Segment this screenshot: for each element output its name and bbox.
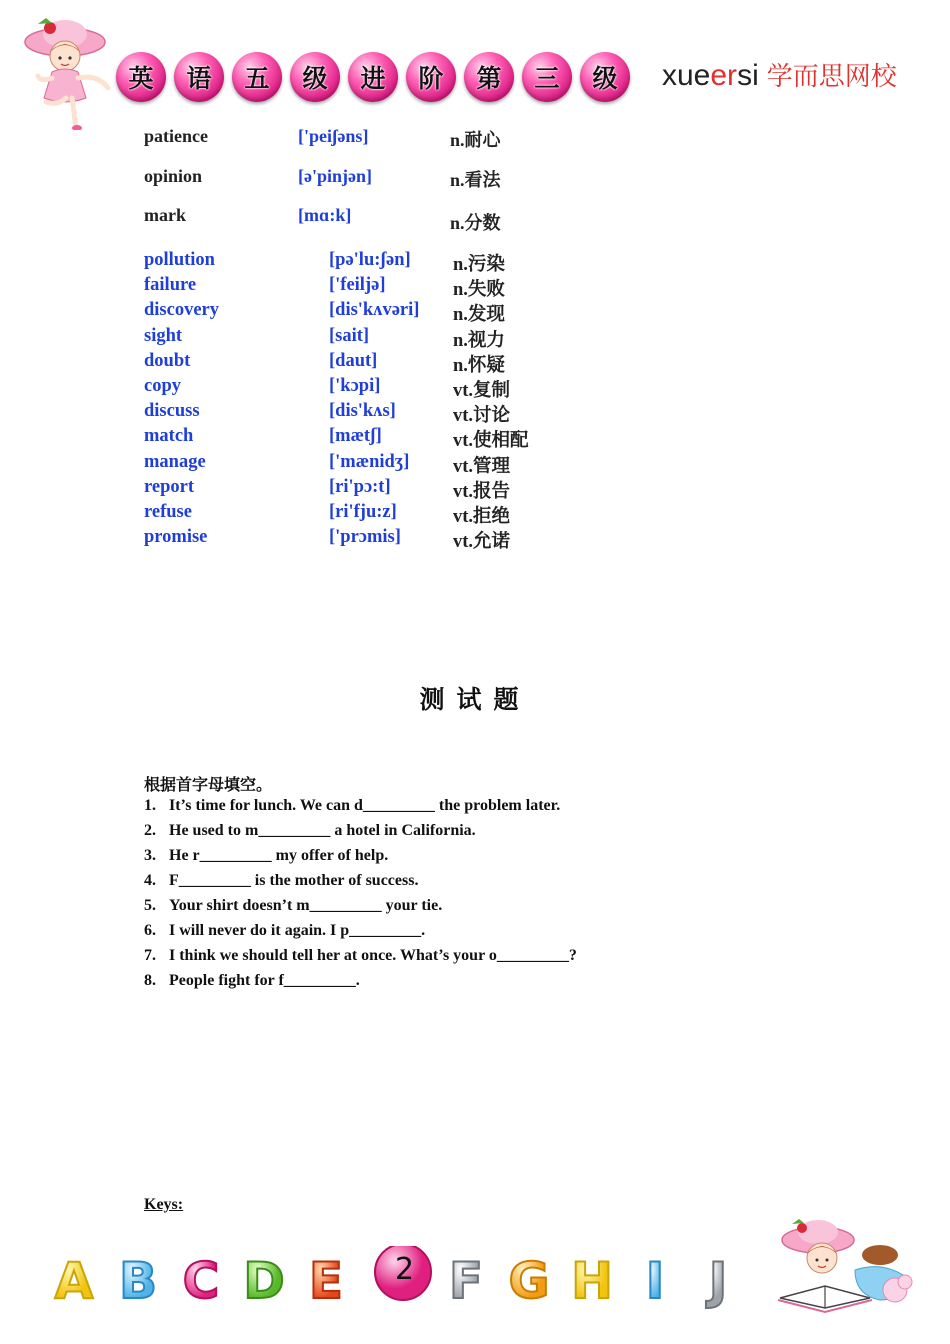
- footer-letter: C: [182, 1252, 220, 1310]
- question-item: [144, 847, 577, 872]
- title-char-bubble: 级: [290, 52, 340, 102]
- footer-letter: F: [448, 1252, 484, 1310]
- title-char-bubble: 三: [522, 52, 572, 102]
- instruction-text: 根据首字母填空。: [144, 777, 273, 794]
- vocab-word: opinion: [144, 166, 203, 186]
- reading-girl-illustration: [770, 1210, 920, 1320]
- vocab-word: failure: [144, 275, 197, 296]
- question-item: [144, 797, 577, 822]
- vocab-meaning: vt.报告: [453, 481, 511, 502]
- vocab-list-item: [144, 502, 844, 527]
- vocab-meaning: vt.使相配: [453, 431, 529, 452]
- vocab-phonetic: ['peiʃəns]: [298, 126, 369, 146]
- vocab-list-item: [144, 326, 844, 351]
- brand-text-mid: er: [710, 59, 738, 92]
- question-number: 1.: [144, 797, 156, 814]
- question-number: 6.: [144, 922, 156, 939]
- vocab-phonetic: [ə'pinjən]: [298, 166, 372, 186]
- vocab-phonetic: [ri'pɔ:t]: [329, 476, 391, 497]
- footer-letter: H: [571, 1252, 613, 1310]
- vocab-meaning: vt.复制: [453, 380, 511, 401]
- brand-text-cn: 学而思网校: [766, 61, 897, 91]
- vocab-list-item: [144, 275, 844, 300]
- title-char-bubble: 第: [464, 52, 514, 102]
- footer-letter: A: [54, 1252, 94, 1310]
- vocab-word: pollution: [144, 250, 215, 270]
- title-char-bubble: 五: [232, 52, 282, 102]
- vocab-phonetic: [pə'lu:ʃən]: [329, 250, 411, 270]
- question-item: [144, 922, 577, 947]
- brand-logo: [662, 56, 897, 93]
- vocab-meaning: n.污染: [453, 255, 505, 275]
- vocab-meaning: n.失败: [453, 280, 505, 301]
- vocab-word: patience: [144, 126, 208, 146]
- footer-letter: B: [118, 1252, 158, 1310]
- vocab-word: discuss: [144, 401, 200, 422]
- vocab-meaning: vt.拒绝: [453, 506, 511, 527]
- question-text: He r_________ my offer of help.: [169, 847, 389, 864]
- vocab-meaning: vt.管理: [453, 456, 511, 477]
- question-text: Your shirt doesn’t m_________ your tie.: [169, 897, 443, 914]
- vocab-row: [144, 126, 844, 156]
- vocab-list-item: [144, 477, 844, 502]
- vocab-phonetic: [mætʃ]: [329, 426, 382, 447]
- vocab-word: mark: [144, 205, 186, 225]
- vocab-list-item: [144, 351, 844, 376]
- vocab-word: sight: [144, 325, 183, 346]
- vocab-word: report: [144, 476, 194, 497]
- vocab-phonetic: [sait]: [329, 325, 370, 346]
- question-text: It’s time for lunch. We can d_________ the problem later.: [169, 797, 561, 814]
- brand-text-right: si: [737, 59, 759, 92]
- question-number: 2.: [144, 822, 156, 839]
- vocab-phonetic: ['mænidʒ]: [329, 451, 410, 472]
- question-text: I think we should tell her at once. What’s your o_________?: [169, 947, 577, 964]
- question-number: 7.: [144, 947, 156, 964]
- vocab-phonetic: ['prɔmis]: [329, 527, 401, 548]
- question-text: F_________ is the mother of success.: [169, 872, 419, 889]
- vocab-row: [144, 166, 844, 196]
- vocab-meaning: n.怀疑: [453, 355, 505, 376]
- question-item: [144, 947, 577, 972]
- vocab-word: copy: [144, 375, 181, 396]
- vocab-word: promise: [144, 527, 208, 548]
- title-char-bubble: 阶: [406, 52, 456, 102]
- vocab-phonetic: [mɑ:k]: [298, 205, 352, 225]
- question-item: [144, 972, 577, 997]
- footer-letter: G: [508, 1252, 550, 1310]
- footer-letter: E: [308, 1252, 344, 1310]
- footer-letter: J: [708, 1252, 728, 1310]
- vocab-meaning: vt.讨论: [453, 406, 511, 427]
- question-text: I will never do it again. I p_________.: [169, 922, 426, 939]
- vocab-list-item: [144, 376, 844, 401]
- question-item: [144, 822, 577, 847]
- title-char-bubble: 语: [174, 52, 224, 102]
- vocab-row: [144, 205, 844, 235]
- section-title: 测试题: [419, 687, 531, 714]
- vocab-word: manage: [144, 451, 206, 472]
- page-number: 2: [395, 1252, 415, 1287]
- title-char-bubble: 英: [116, 52, 166, 102]
- title-bubbles: [116, 52, 630, 104]
- question-number: 3.: [144, 847, 156, 864]
- vocab-phonetic: [daut]: [329, 350, 378, 371]
- strawberry-girl-illustration: [25, 18, 108, 130]
- vocab-meaning: n.发现: [453, 305, 505, 326]
- question-text: People fight for f_________.: [169, 972, 360, 989]
- title-char-bubble: 级: [580, 52, 630, 102]
- question-item: [144, 897, 577, 922]
- vocab-meaning: n.分数: [450, 213, 501, 233]
- vocab-meaning: vt.允诺: [453, 532, 511, 553]
- vocab-meaning: n.视力: [453, 330, 505, 351]
- vocab-phonetic: [dis'kʌs]: [329, 401, 396, 422]
- vocab-list-item: [144, 250, 844, 275]
- vocab-phonetic: [ri'fju:z]: [329, 501, 397, 522]
- vocab-meaning: n.看法: [450, 170, 501, 190]
- vocab-list-item: [144, 527, 844, 552]
- vocab-word: refuse: [144, 501, 192, 522]
- vocab-word: doubt: [144, 350, 191, 371]
- question-item: [144, 872, 577, 897]
- vocab-word: discovery: [144, 300, 220, 321]
- vocab-list-item: [144, 426, 844, 451]
- vocab-list-item: [144, 452, 844, 477]
- title-char-bubble: 进: [348, 52, 398, 102]
- question-number: 4.: [144, 872, 156, 889]
- vocab-phonetic: [dis'kʌvəri]: [329, 300, 420, 321]
- vocab-phonetic: ['feiljə]: [329, 275, 386, 296]
- vocab-meaning: n.耐心: [450, 130, 501, 150]
- vocab-list-item: [144, 401, 844, 426]
- question-text: He used to m_________ a hotel in California.: [169, 822, 476, 839]
- vocab-word: match: [144, 426, 194, 447]
- footer-letter: I: [645, 1252, 665, 1310]
- question-number: 8.: [144, 972, 156, 989]
- question-number: 5.: [144, 897, 156, 914]
- footer-letter: D: [243, 1252, 285, 1310]
- vocab-phonetic: ['kɔpi]: [329, 375, 381, 396]
- vocab-list-item: [144, 300, 844, 325]
- brand-text-left: xue: [662, 59, 711, 92]
- vocab-list: [144, 250, 844, 552]
- keys-label: Keys:: [144, 1196, 184, 1213]
- question-list: [144, 797, 577, 997]
